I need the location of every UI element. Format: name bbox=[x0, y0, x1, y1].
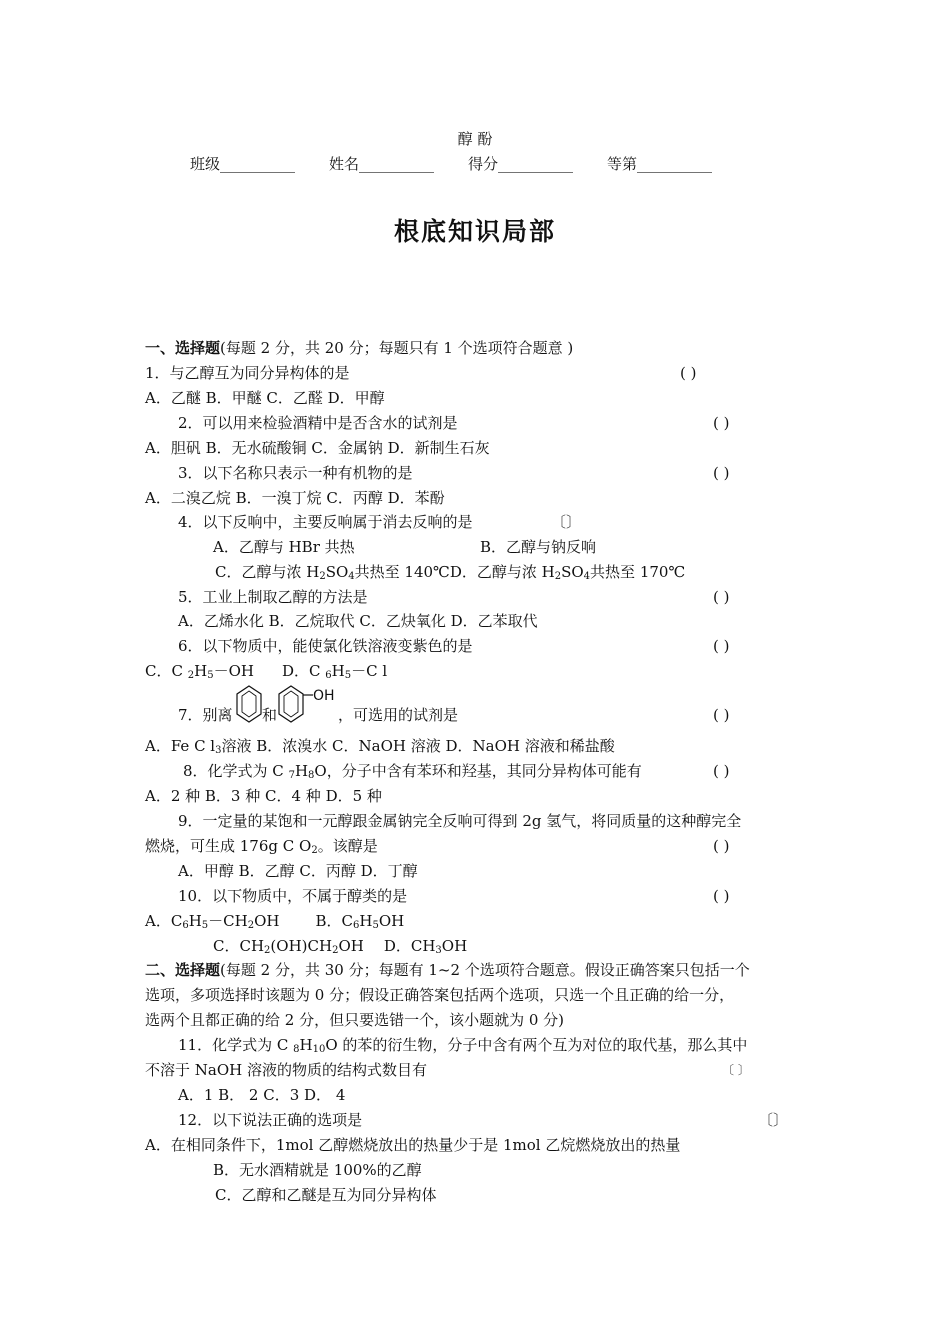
q12-stem: 12．以下说法正确的选项是 bbox=[178, 1111, 363, 1129]
q3-stem: 3．以下名称只表示一种有机物的是 bbox=[178, 464, 413, 482]
q9-stem-line1: 9．一定量的某饱和一元醇跟金属钠完全反响可得到 2g 氢气，将同质量的这种醇完全 bbox=[178, 812, 742, 830]
q1-stem: 1．与乙醇互为同分异构体的是 bbox=[145, 364, 350, 382]
q10-option-d: D．CH bbox=[383, 937, 436, 955]
q9-options: A．甲醇 B．乙醇 C．丙醇 D．丁醇 bbox=[178, 862, 418, 880]
q8-stem-text: 8．化学式为 C bbox=[183, 762, 289, 780]
q7-and: 和 bbox=[262, 706, 278, 724]
subscript: 7 bbox=[288, 770, 295, 781]
q10-answer-paren[interactable]: ( ) bbox=[713, 887, 730, 905]
subscript: 2 bbox=[247, 920, 255, 931]
q6-option-d: D．C bbox=[281, 662, 326, 680]
q3-answer-paren[interactable]: ( ) bbox=[713, 464, 730, 482]
q1-answer-paren[interactable]: ( ) bbox=[680, 364, 697, 382]
subscript: 2 bbox=[264, 945, 271, 956]
subscript: 2 bbox=[319, 571, 326, 582]
q11-stem-text: O 的苯的衍生物，分子中含有两个互为对位的取代基，那么其中 bbox=[325, 1036, 748, 1054]
grade-field[interactable]: 等第__________ bbox=[607, 155, 713, 173]
q6-option-d: －C l bbox=[351, 662, 388, 680]
q12-option-c: C．乙醇和乙醚是互为同分异构体 bbox=[215, 1186, 437, 1204]
q8-stem-text: O，分子中含有苯环和羟基，其同分异构体可能有 bbox=[314, 762, 642, 780]
q12-option-b: B．无水酒精就是 100%的乙醇 bbox=[213, 1161, 422, 1179]
q12-answer-paren[interactable]: 〔〕 bbox=[758, 1111, 789, 1129]
q5-options: A．乙烯水化 B．乙烷取代 C．乙炔氧化 D．乙苯取代 bbox=[178, 612, 538, 630]
q9-stem-text: 。该醇是 bbox=[317, 837, 378, 855]
subscript: 5 bbox=[372, 920, 379, 931]
hydroxyl-label: OH bbox=[313, 688, 335, 704]
q4-option-d-text: 共热至 170℃ bbox=[590, 563, 686, 581]
q2-answer-paren[interactable]: ( ) bbox=[713, 414, 730, 432]
q4-answer-paren[interactable]: 〔〕 bbox=[551, 513, 582, 531]
q12-option-a: A．在相同条件下，1mol 乙醇燃烧放出的热量少于是 1mol 乙烷燃烧放出的热量 bbox=[145, 1136, 681, 1154]
q10-option-c: C．CH bbox=[213, 937, 265, 955]
q10-option-a: OH bbox=[254, 912, 280, 930]
q2-options: A．胆矾 B．无水硫酸铜 C．金属钠 D．新制生石灰 bbox=[145, 439, 490, 457]
subscript: 10 bbox=[312, 1044, 326, 1055]
q10-option-c: (OH)CH bbox=[270, 937, 333, 955]
q4-stem: 4．以下反响中，主要反响属于消去反响的是 bbox=[178, 513, 473, 531]
section2-heading: 二、选择题 bbox=[145, 961, 221, 979]
subscript: 2 bbox=[332, 945, 339, 956]
subscript: 8 bbox=[308, 770, 315, 781]
q6-option-d: H bbox=[331, 662, 345, 680]
subscript: 2 bbox=[187, 670, 195, 681]
q10-option-c: OH bbox=[338, 937, 364, 955]
q10-options-ab bbox=[145, 911, 404, 931]
q10-option-a: －CH bbox=[208, 912, 248, 930]
q10-option-b: OH bbox=[378, 912, 405, 930]
q6-option-c: －OH bbox=[213, 662, 254, 680]
q11-stem-line2: 不溶于 NaOH 溶液的物质的结构式数目有 bbox=[145, 1061, 427, 1079]
q2-stem: 2．可以用来检验酒精中是否含水的试剂是 bbox=[178, 414, 458, 432]
page-title: 根底知识局部 bbox=[393, 217, 556, 246]
q7-options bbox=[145, 736, 615, 756]
class-field[interactable]: 班级__________ bbox=[190, 155, 296, 173]
bond-line-icon bbox=[303, 693, 313, 697]
subscript: 5 bbox=[344, 670, 352, 681]
q9-stem-text: 燃烧，可生成 176g C O bbox=[145, 837, 312, 855]
subject-heading: 醇 酚 bbox=[457, 130, 493, 148]
subscript: 3 bbox=[215, 745, 222, 756]
q5-answer-paren[interactable]: ( ) bbox=[713, 588, 730, 606]
q11-options: A．1 B． 2 C．3 D． 4 bbox=[178, 1086, 346, 1104]
section1-heading-line bbox=[145, 338, 573, 358]
q7-stem-post: ，可选用的试剂是 bbox=[338, 706, 459, 724]
section2-note-line2: 选项，多项选择时该题为 0 分；假设正确答案包括两个选项，只选一个且正确的给一分， bbox=[145, 986, 735, 1004]
subscript: 6 bbox=[182, 920, 189, 931]
section1-heading: 一、选择题 bbox=[145, 339, 221, 357]
q6-option-c: C．C bbox=[145, 662, 188, 680]
q8-stem bbox=[183, 761, 642, 781]
q8-options: A．2 种 B．3 种 C．4 种 D．5 种 bbox=[145, 787, 382, 805]
q10-option-a: H bbox=[188, 912, 202, 930]
q10-stem: 10．以下物质中，不属于醇类的是 bbox=[178, 887, 408, 905]
section2-heading-line bbox=[145, 960, 750, 980]
q4-option-c-text: SO bbox=[325, 563, 349, 581]
subscript: 8 bbox=[293, 1044, 300, 1055]
student-info-fields bbox=[190, 153, 790, 174]
q10-option-a: A．C bbox=[145, 912, 183, 930]
q6-stem: 6．以下物质中，能使氯化铁溶液变紫色的是 bbox=[178, 637, 473, 655]
q11-stem-text: 11．化学式为 C bbox=[178, 1036, 294, 1054]
q4-option-b: B．乙醇与钠反响 bbox=[480, 538, 597, 556]
section1-note: (每题 2 分，共 20 分；每题只有 1 个选项符合题意 ) bbox=[220, 339, 574, 357]
subscript: 2 bbox=[311, 845, 318, 856]
q6-option-c: H bbox=[194, 662, 208, 680]
q4-option-d-text: 共热至 140℃D．乙醇与浓 H bbox=[354, 563, 555, 581]
q9-answer-paren[interactable]: ( ) bbox=[713, 837, 730, 855]
q1-options: A．乙醚 B．甲醚 C．乙醛 D．甲醇 bbox=[145, 389, 385, 407]
q9-stem-line2 bbox=[145, 836, 378, 856]
phenol-ring-icon bbox=[277, 684, 305, 724]
q4-option-a: A．乙醇与 HBr 共热 bbox=[213, 538, 355, 556]
q4-option-d-text: SO bbox=[561, 563, 584, 581]
subscript: 3 bbox=[435, 945, 442, 956]
subscript: 6 bbox=[353, 920, 360, 931]
name-field[interactable]: 姓名__________ bbox=[329, 155, 435, 173]
q11-stem-line1 bbox=[178, 1035, 747, 1055]
q10-options-cd bbox=[213, 936, 467, 956]
subscript: 4 bbox=[583, 571, 591, 582]
subscript: 2 bbox=[554, 571, 562, 582]
q7-option-a: A．Fe C l bbox=[145, 737, 216, 755]
q6-options bbox=[145, 661, 387, 681]
q8-stem-text: H bbox=[294, 762, 309, 780]
q6-answer-paren[interactable]: ( ) bbox=[713, 637, 730, 655]
q3-options: A．二溴乙烷 B．一溴丁烷 C．丙醇 D．苯酚 bbox=[145, 489, 445, 507]
subscript: 6 bbox=[325, 670, 332, 681]
q11-stem-text: H bbox=[299, 1036, 313, 1054]
subscript: 5 bbox=[207, 670, 214, 681]
subscript: 4 bbox=[348, 571, 355, 582]
q10-option-b: H bbox=[359, 912, 373, 930]
q7-stem-pre: 7．别离 bbox=[178, 706, 233, 724]
benzene-ring-icon bbox=[235, 684, 263, 724]
q7-answer-paren[interactable]: ( ) bbox=[713, 706, 730, 724]
q4-option-c-text: C．乙醇与浓 H bbox=[215, 563, 320, 581]
q10-option-d: OH bbox=[441, 937, 468, 955]
q7-options-rest: 溶液 B．浓溴水 C．NaOH 溶液 D．NaOH 溶液和稀盐酸 bbox=[221, 737, 615, 755]
section2-note-line3: 选两个且都正确的给 2 分，但只要选错一个，该小题就为 0 分) bbox=[145, 1011, 565, 1029]
q4-options-cd bbox=[215, 562, 685, 582]
subscript: 5 bbox=[201, 920, 209, 931]
q11-answer-paren[interactable]: 〔 〕 bbox=[722, 1063, 750, 1077]
q5-stem: 5．工业上制取乙醇的方法是 bbox=[178, 588, 368, 606]
q10-option-b: B．C bbox=[315, 912, 353, 930]
score-field[interactable]: 得分__________ bbox=[468, 155, 574, 173]
q8-answer-paren[interactable]: ( ) bbox=[713, 762, 730, 780]
section2-note: (每题 2 分，共 30 分；每题有 1~2 个选项符合题意。假设正确答案只包括一个 bbox=[220, 961, 750, 979]
